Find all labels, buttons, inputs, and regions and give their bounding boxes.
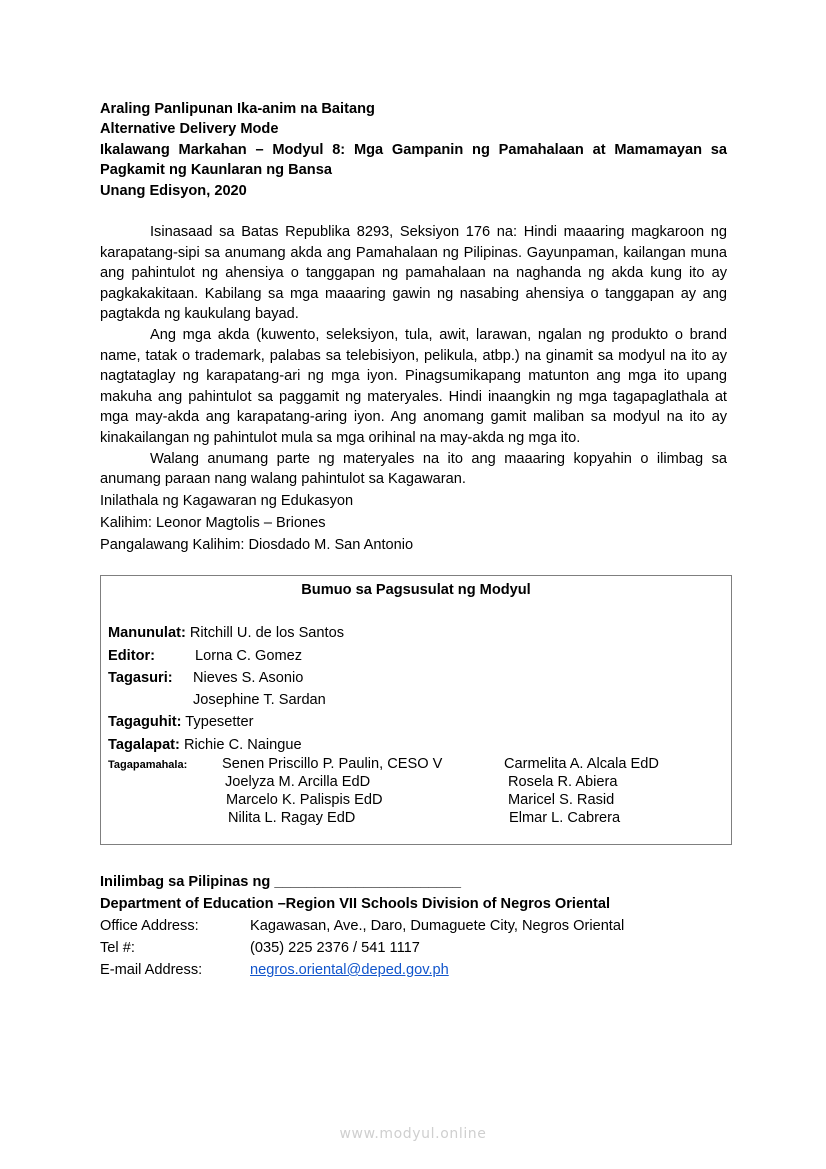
editor-name: Lorna C. Gomez [195,648,303,664]
management-name: Carmelita A. Alcala EdD [504,756,659,772]
illustrator-label: Tagaguhit: [108,714,182,730]
management-name: Joelyza M. Arcilla EdD [225,774,371,790]
management-name: Nilita L. Ragay EdD [228,810,356,826]
management-name: Maricel S. Rasid [508,792,615,808]
management-name: Elmar L. Cabrera [509,810,621,826]
writer-label: Manunulat: [108,625,186,641]
module-title: Ikalawang Markahan – Modyul 8: Mga Gampanin ng Pamahalaan at Mamamayan sa Pagkamit ng Kaunlaran ng Bansa [100,141,727,179]
edition: Unang Edisyon, 2020 [100,182,247,199]
reviewer-name: Nieves S. Asonio [193,670,304,686]
illustrator-row [108,714,253,730]
email-row [100,959,740,981]
printed-line: Inilimbag sa Pilipinas ng _______________________ [100,874,462,890]
address-label: Office Address: [100,918,199,934]
copyright-paragraph: Isinasaad sa Batas Republika 8293, Seksiyon 176 na: Hindi maaaring magkaroon ng karapatang-sipi sa anumang akda ang Pamahalaan ng Pilipinas. Gayunpaman, kailangan muna ang pahintulot ng ahensiya o tanggapan ng pamahalaan na naghanda ng akda kung ito ay pagkakakitaan. Kabilang sa mga maaaring gawin ng nasabing ahensiya o tanggapan ay ang pagtakda ng kaukulang bayad. [100,224,727,323]
management-label: Tagapamahala: [108,759,188,771]
layout-name: Richie C. Naingue [183,737,302,753]
reviewer-row [108,670,304,686]
management-name: Senen Priscillo P. Paulin, CESO V [222,756,443,772]
credits-box [100,575,732,845]
document-body [100,99,727,556]
reviewer-label: Tagasuri: [108,670,173,686]
writer-name: Ritchill U. de los Santos [189,625,345,641]
tel-row [100,937,740,959]
undersecretary-line: Pangalawang Kalihim: Diosdado M. San Antonio [100,536,414,553]
publisher-line: Inilathala ng Kagawaran ng Edukasyon [100,492,354,509]
editor-label: Editor: [108,648,156,664]
delivery-mode: Alternative Delivery Mode [100,121,279,138]
writer-row [108,625,344,641]
management-name: Marcelo K. Palispis EdD [226,792,383,808]
illustrator-name: Typesetter [185,714,254,730]
secretary-line: Kalihim: Leonor Magtolis – Briones [100,514,326,531]
subject-title: Araling Panlipunan Ika-anim na Baitang [100,101,375,117]
tel-label: Tel #: [100,940,135,956]
layout-row [108,737,302,753]
email-link[interactable]: negros.oriental@deped.gov.ph [250,962,449,978]
trademark-paragraph: Ang mga akda (kuwento, seleksiyon, tula, awit, larawan, ngalan ng produkto o brand name, tatak o trademark, palabas sa telebisiyon, pelikula, atbp.) na ginamit sa modyul na ito ay nagtataglay ng karapatang-ari ng mga iyon. Pinagsumikapang matunton ang mga ito upang makuha ang pahintulot sa paggamit ng materyales. Hindi inaangkin ng mga tagapaglathala at mga may-akda ang karapatang-aring iyon. Ang anomang gamit maliban sa modyul na ito ay kinakailangan ng pahintulot mula sa mga orihinal na may-akda ng mga ito. [100,327,727,446]
editor-row [108,648,303,664]
department-line: Department of Education –Region VII Schools Division of Negros Oriental [100,896,611,912]
address-row [100,915,740,937]
reviewer-row-2 [193,692,326,708]
watermark: www.modyul.online [339,1126,487,1142]
reviewer-name: Josephine T. Sardan [193,692,326,708]
address-value: Kagawasan, Ave., Daro, Dumaguete City, Negros Oriental [250,918,625,934]
contact-footer [100,871,740,981]
management-name: Rosela R. Abiera [508,774,618,790]
tel-value: (035) 225 2376 / 541 1117 [250,940,420,956]
layout-label: Tagalapat: [108,737,180,753]
credits-title: Bumuo sa Pagsusulat ng Modyul [301,582,531,598]
email-label: E-mail Address: [100,962,203,978]
reproduction-paragraph: Walang anumang parte ng materyales na ito ang maaaring kopyahin o ilimbag sa anumang paraan nang walang pahintulot sa Kagawaran. [100,450,727,488]
